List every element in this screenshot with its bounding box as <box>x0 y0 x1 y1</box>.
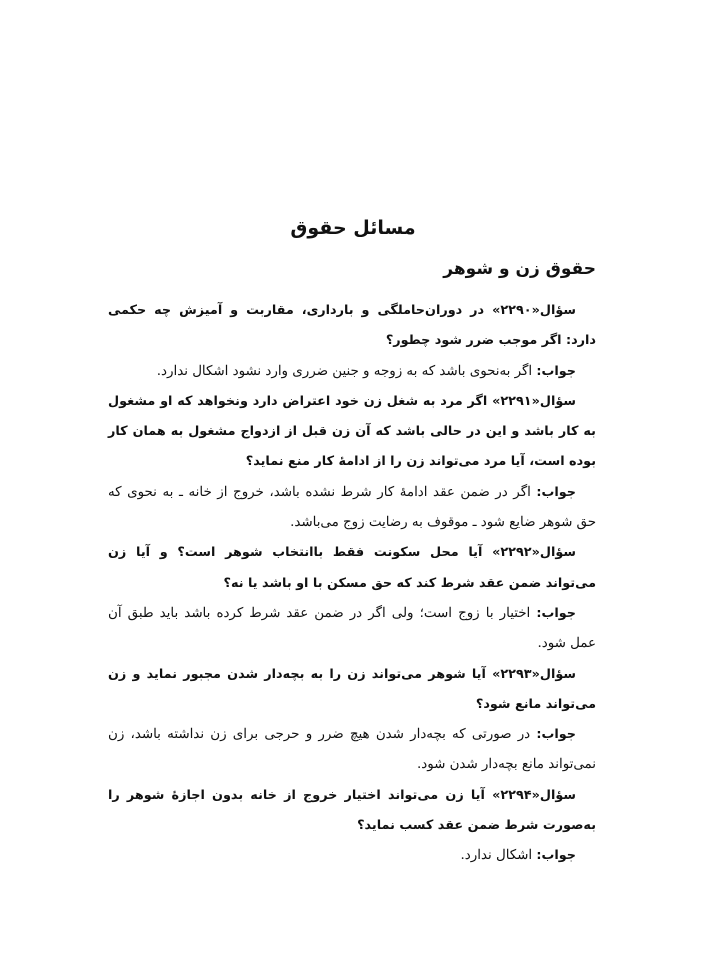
answer-text: در صورتی که بچه‌دار شدن هیچ ضرر و حرجی برای زن نداشته باشد، زن نمی‌تواند مانع بچه‌دار شدن شود. <box>108 727 596 773</box>
answer-label: جواب: <box>536 363 576 379</box>
qa-body <box>108 296 596 872</box>
answer-text: اگر به‌نحوی باشد که به زوجه و جنین ضرری وارد نشود اشکال ندارد. <box>156 363 533 379</box>
question-paragraph <box>108 538 596 599</box>
question-text: آیا شوهر می‌تواند زن را به بچه‌دار شدن مجبور نماید و زن می‌تواند مانع شود؟ <box>108 666 596 712</box>
question-number: «۲۲۹۳» <box>492 666 540 682</box>
question-text: آیا محل سکونت فقط باانتخاب شوهر است؟ و آیا زن می‌تواند ضمن عقد شرط کند که حق مسکن با او باشد یا نه؟ <box>108 545 596 591</box>
question-label: سؤال <box>539 303 576 318</box>
answer-paragraph <box>108 478 596 539</box>
question-paragraph <box>108 781 596 842</box>
question-number: «۲۲۹۱» <box>492 393 540 409</box>
question-paragraph <box>108 387 596 478</box>
answer-paragraph <box>108 720 596 781</box>
section-title: حقوق زن و شوهر <box>443 259 596 279</box>
question-label: سؤال <box>539 666 576 682</box>
question-number: «۲۲۹۰» <box>492 303 540 318</box>
answer-label: جواب: <box>536 484 576 500</box>
answer-text: اشکال ندارد. <box>460 848 533 864</box>
question-text: آیا زن می‌تواند اختیار خروج از خانه بدون اجازهٔ شوهر را به‌صورت شرط ضمن عقد کسب نماید؟ <box>108 787 596 834</box>
question-label: سؤال <box>539 545 576 561</box>
answer-paragraph <box>108 841 596 871</box>
answer-text: اختیار با زوج است؛ ولی اگر در ضمن عقد شرط کرده باشد باید طبق آن عمل شود. <box>108 605 596 652</box>
question-label: سؤال <box>539 787 576 803</box>
answer-text: اگر در ضمن عقد ادامهٔ کار شرط نشده باشد، خروج از خانه ـ به نحوی که حق شوهر ضایع شود ـ موقوف به رضایت زوج می‌باشد. <box>108 484 596 531</box>
answer-paragraph <box>108 599 596 660</box>
answer-label: جواب: <box>536 848 576 864</box>
question-paragraph <box>108 296 596 357</box>
question-number: «۲۲۹۲» <box>492 545 540 561</box>
answer-label: جواب: <box>536 727 576 743</box>
answer-label: جواب: <box>536 605 576 621</box>
question-paragraph <box>108 660 596 721</box>
question-text: اگر مرد به شغل زن خود اعتراض دارد ونخواهد که او مشغول به کار باشد و این در حالی باشد که آن زن قبل از ازدواج مشغول به همان کار بوده است، آیا مرد می‌تواند زن را از ادامهٔ کار منع نماید؟ <box>108 393 596 470</box>
question-number: «۲۲۹۴» <box>492 787 540 803</box>
answer-paragraph <box>108 357 596 387</box>
question-text: در دوران‌حاملگی و بارداری، مقاربت و آمیزش چه حکمی دارد: اگر موجب ضرر شود چطور؟ <box>108 303 596 349</box>
chapter-title: مسائل حقوق <box>290 217 416 239</box>
question-label: سؤال <box>539 393 576 409</box>
